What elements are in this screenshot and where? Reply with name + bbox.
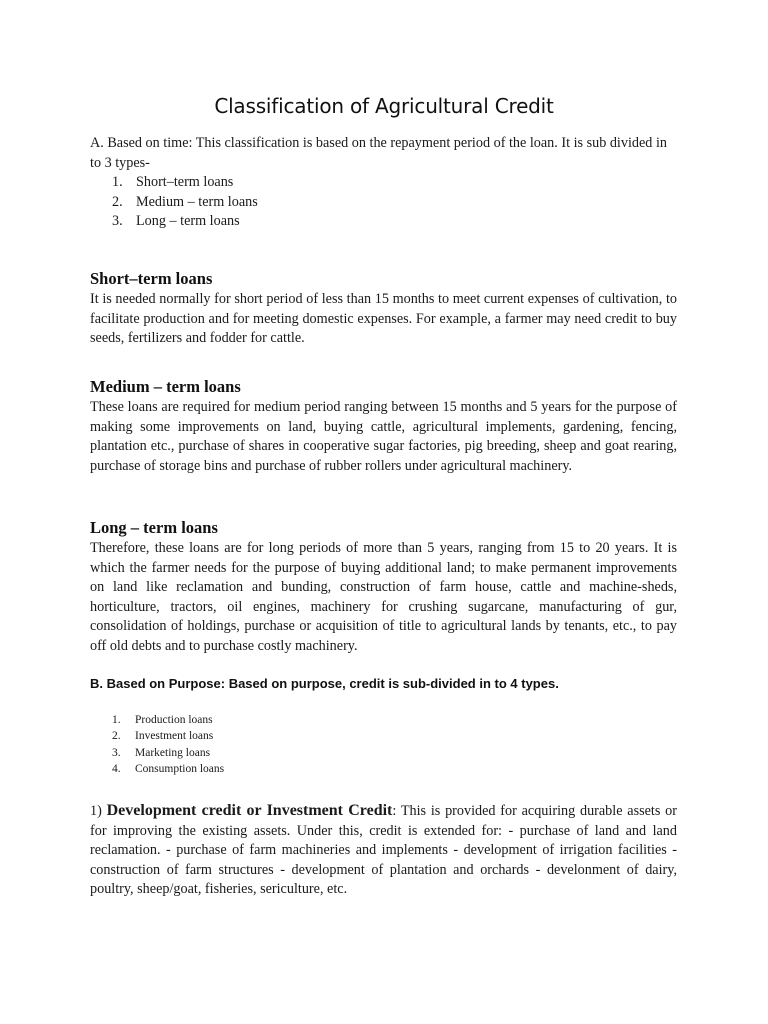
list-item [112,193,412,213]
section-b-intro: B. Based on Purpose: Based on purpose, credit is sub-divided in to 4 types. [90,676,559,691]
list-item-label: Production loans [135,714,213,726]
list-item [112,761,412,777]
list-item-label: Medium – term loans [136,193,258,210]
list-item [112,212,412,232]
long-term-text: Therefore, these loans are for long periods of more than 5 years, ranging from 15 to 20 years. It is which the farmer needs for the purpose of buying additional land; to make permanent improvements on land like reclamation and bunding, construction of farm house, cattle and machine-sheds, horticulture, tractors, oil engines, machinery for crushing sugarcane, manufacturing of gur, consolidation of holdings, purchase or acquisition of title to agricultural lands by tenants, etc., to pay off old debts and to purchase costly machinery. [90,540,677,654]
list-item-label: Short–term loans [136,174,234,190]
development-text: : This is provided for acquiring durable assets or for improving the existing assets. Under this, credit is extended for: - purchase of land and land reclamation. - purchase of farm machineries and implements - development of irrigation facilities - construction of farm structures - development of plantation and orchards - develonment of dairy, poultry, sheep/goat, fisheries, sericulture, etc. [90,803,677,898]
list-item-number: 2. [112,730,121,743]
list-item-label: Long – term loans [136,213,240,230]
section-a-intro-text: A. Based on time: This classification is based on the repayment period of the loan. It is sub divided in to 3 types- [90,135,667,171]
list-item [112,173,412,193]
short-term-heading: Short–term loans [90,269,213,288]
list-item [112,745,412,761]
list-item-number: 1. [112,174,123,190]
development-heading: Development credit or Investment Credit [106,802,393,819]
list-item-number: 2. [112,193,123,210]
list-item [112,712,412,728]
section-a-intro [90,134,677,173]
list-item-number: 1. [112,714,121,726]
list-item-label: Investment loans [135,730,214,743]
long-term-paragraph [90,539,677,657]
short-term-text: It is needed normally for short period of less than 15 months to meet current expenses of cultivation, to facilitate production and for meeting domestic expenses. For example, a farmer may need credit to buy seeds, fertilizers and fodder for cattle. [90,291,677,347]
section-a-type-list [112,173,412,232]
development-credit-paragraph [90,801,677,900]
list-item-number: 3. [112,746,121,759]
long-term-heading: Long – term loans [90,518,218,537]
section-b-type-list [112,712,412,778]
list-item-label: Marketing loans [135,746,211,759]
document-title: Classification of Agricultural Credit [214,94,554,118]
medium-term-heading: Medium – term loans [90,377,241,396]
medium-term-paragraph [90,398,677,476]
list-item-number: 4. [112,763,121,776]
list-item [112,728,412,744]
development-number: 1) [90,803,102,819]
list-item-number: 3. [112,213,123,230]
list-item-label: Consumption loans [135,763,225,776]
short-term-paragraph [90,290,677,349]
medium-term-text: These loans are required for medium period ranging between 15 months and 5 years for the purpose of making some improvements on land, buying cattle, agricultural implements, gardening, fencing, plantation etc., purchase of shares in cooperative sugar factories, pig breeding, sheep and goat rearing, purchase of storage bins and purchase of rubber rollers under agricultural machinery. [90,399,677,474]
